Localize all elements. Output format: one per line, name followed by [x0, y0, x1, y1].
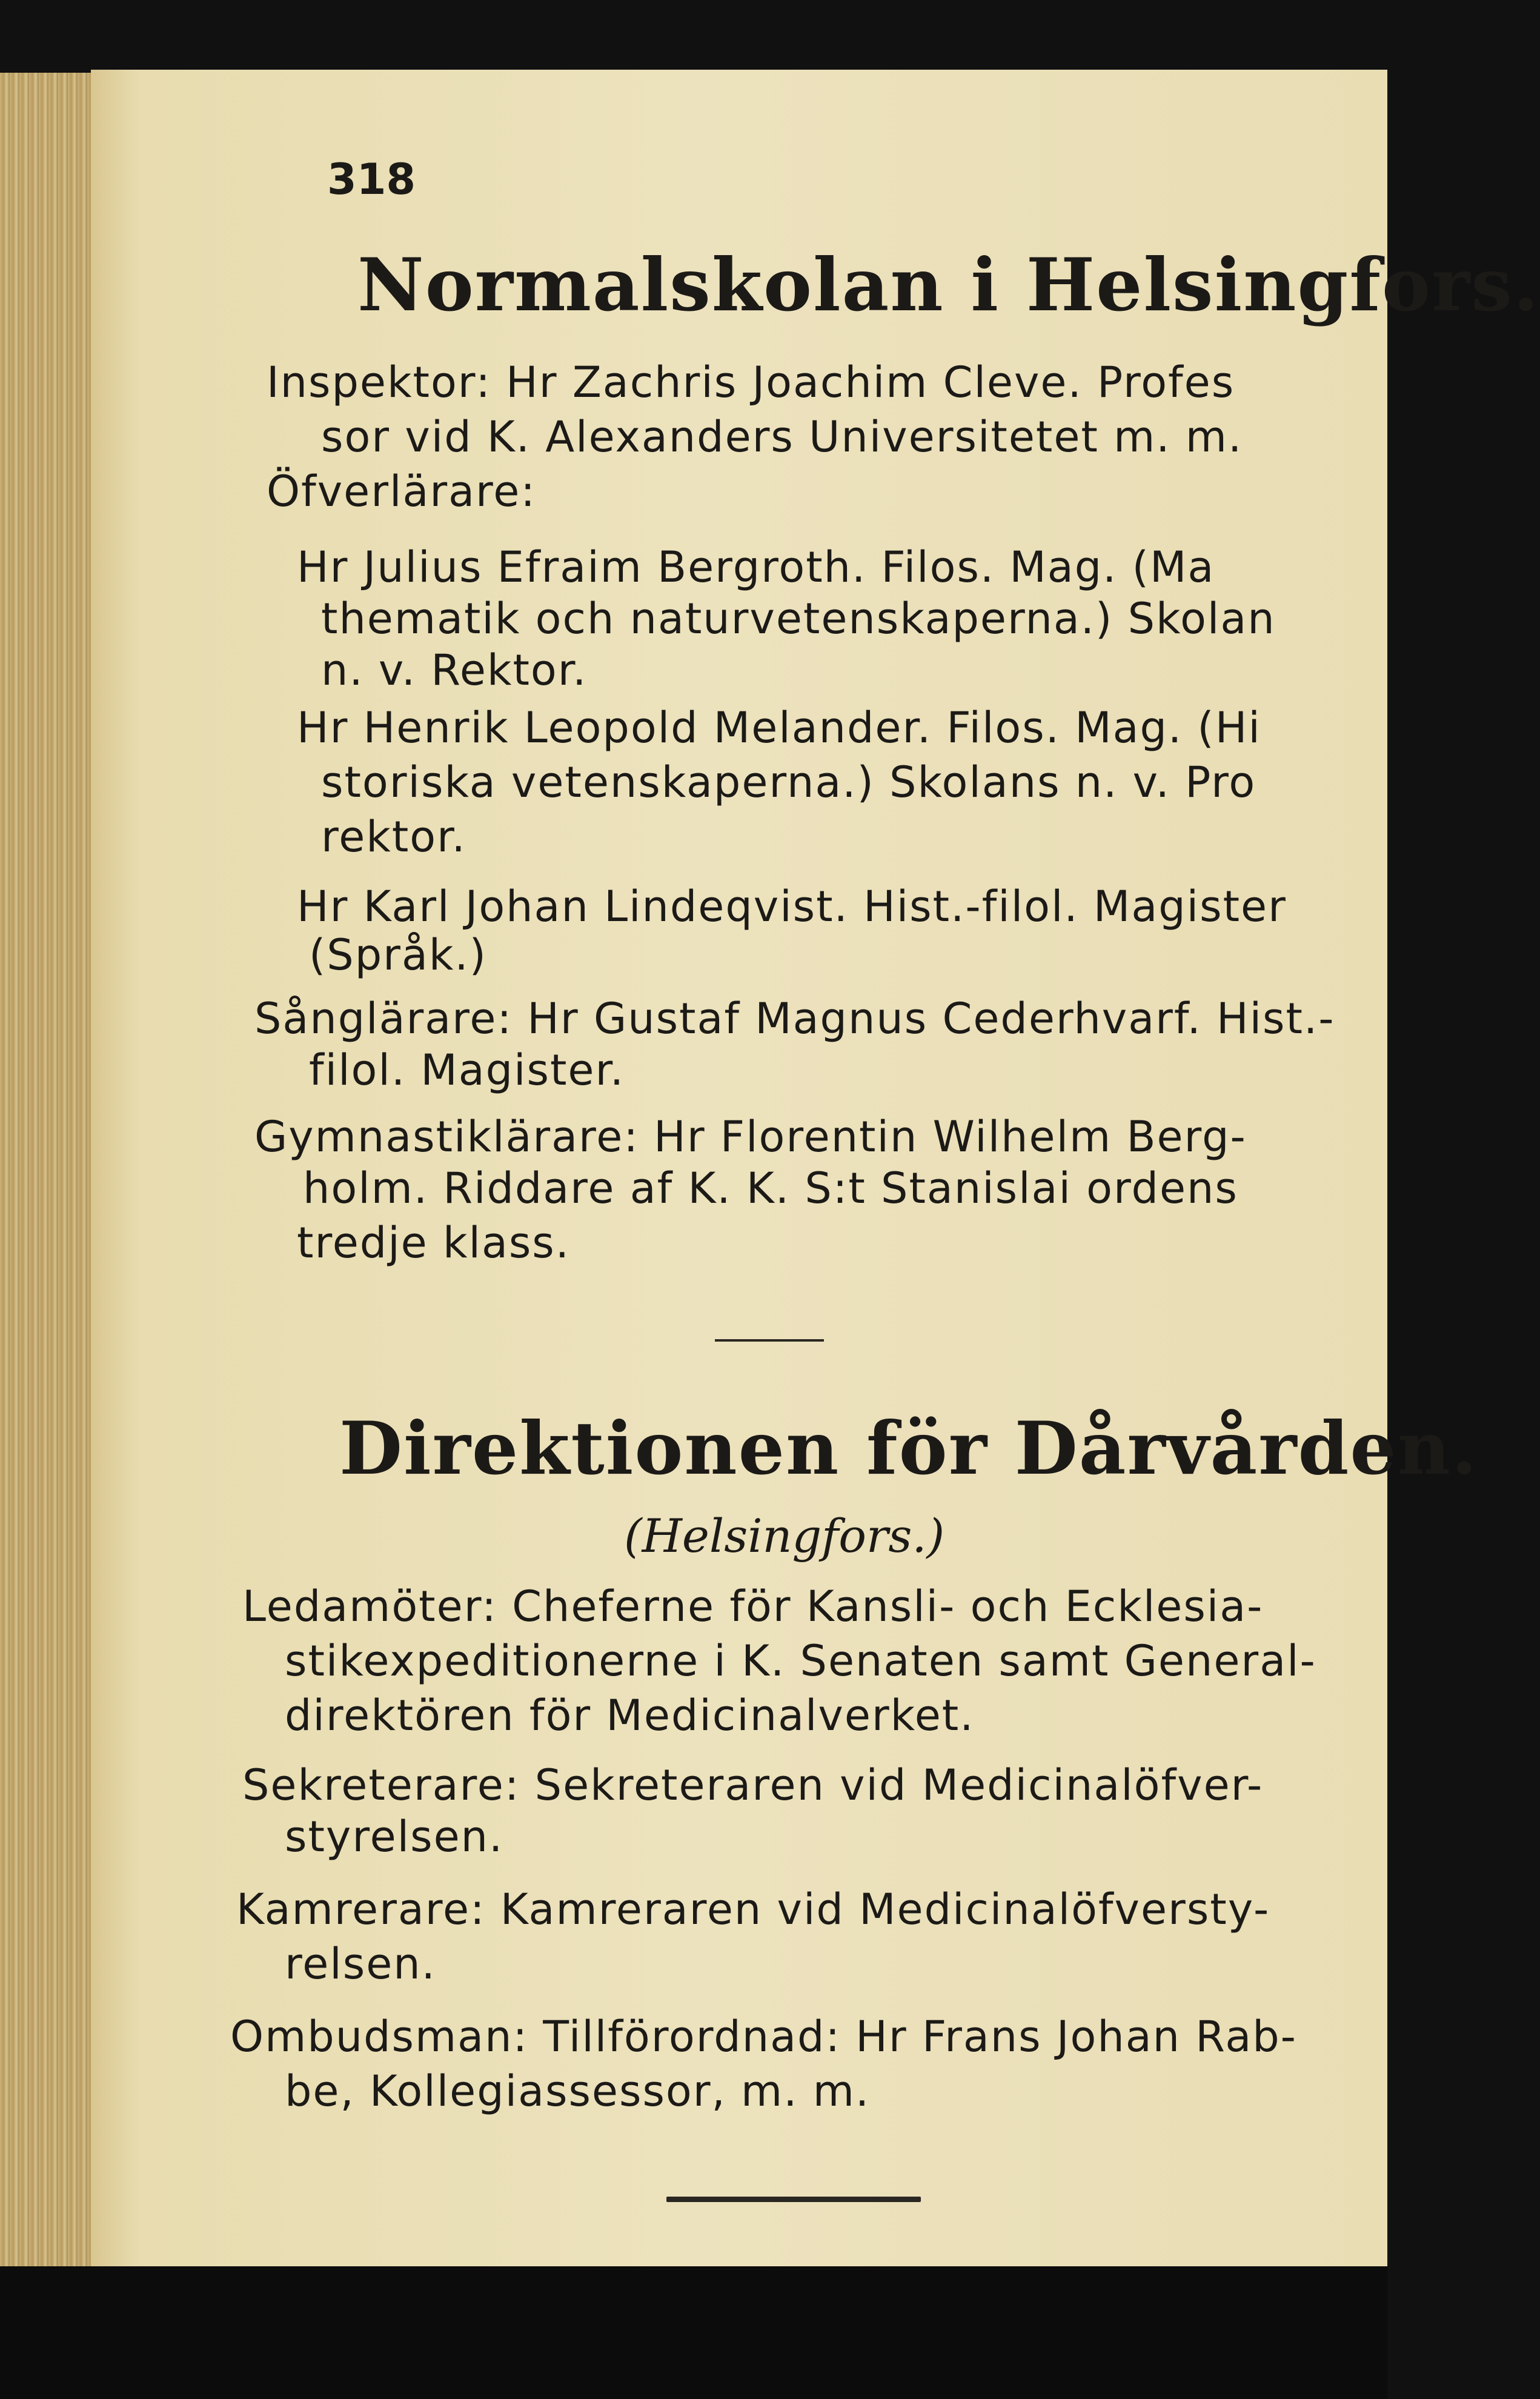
text-line: storiska vetenskaperna.) Skolans n. v. Pro	[321, 757, 1256, 807]
text-line: Hr Karl Johan Lindeqvist. Hist.-filol. Magister	[297, 882, 1287, 931]
text-line: tredje klass.	[297, 1218, 571, 1268]
book-page-edges	[0, 73, 103, 2266]
text-line: (Språk.)	[309, 930, 487, 980]
text-line: n. v. Rektor.	[321, 645, 588, 695]
text-line: Ledamöter: Cheferne för Kansli- och Ecklesia-	[242, 1582, 1264, 1631]
text-line: stikexpeditionerne i K. Senaten samt General-	[285, 1636, 1316, 1686]
text-line: Gymnastiklärare: Hr Florentin Wilhelm Berg-	[254, 1112, 1247, 1162]
text-line: holm. Riddare af K. K. S:t Stanislai ordens	[303, 1163, 1238, 1213]
text-line: rektor.	[321, 812, 466, 862]
text-line: filol. Magister.	[309, 1045, 625, 1095]
text-line: Kamrerare: Kamreraren vid Medicinalöfversty-	[236, 1885, 1270, 1934]
text-line: Inspektor: Hr Zachris Joachim Cleve. Profes	[267, 358, 1235, 407]
text-line: sor vid K. Alexanders Universitetet m. m.	[321, 412, 1243, 462]
section-divider	[715, 1339, 824, 1342]
text-line: Sekreterare: Sekreteraren vid Medicinalöfver-	[242, 1760, 1264, 1810]
bottom-shadow	[0, 2266, 1387, 2399]
text-line: thematik och naturvetenskaperna.) Skolan	[321, 594, 1276, 644]
text-line: relsen.	[285, 1939, 436, 1989]
text-line: Sånglärare: Hr Gustaf Magnus Cederhvarf. Hist.-	[254, 994, 1335, 1043]
section-subtitle: (Helsingfors.)	[624, 1509, 945, 1563]
bottom-ornament-rule	[666, 2197, 921, 2202]
page-number: 318	[327, 155, 416, 204]
text-line: Ombudsman: Tillförordnad: Hr Frans Johan Rab-	[230, 2012, 1297, 2061]
text-line: direktören för Medicinalverket.	[285, 1691, 975, 1740]
text-line: be, Kollegiassessor, m. m.	[285, 2066, 871, 2116]
section-title-normalskolan: Normalskolan i Helsingfors.	[357, 242, 1540, 328]
text-line: styrelsen.	[285, 1812, 504, 1862]
text-line: Hr Henrik Leopold Melander. Filos. Mag. (Hi	[297, 703, 1261, 753]
text-line: Hr Julius Efraim Bergroth. Filos. Mag. (Ma	[297, 542, 1215, 592]
text-line: Öfverlärare:	[267, 467, 536, 516]
section-title-direktionen: Direktionen för Dårvården.	[339, 1406, 1478, 1491]
